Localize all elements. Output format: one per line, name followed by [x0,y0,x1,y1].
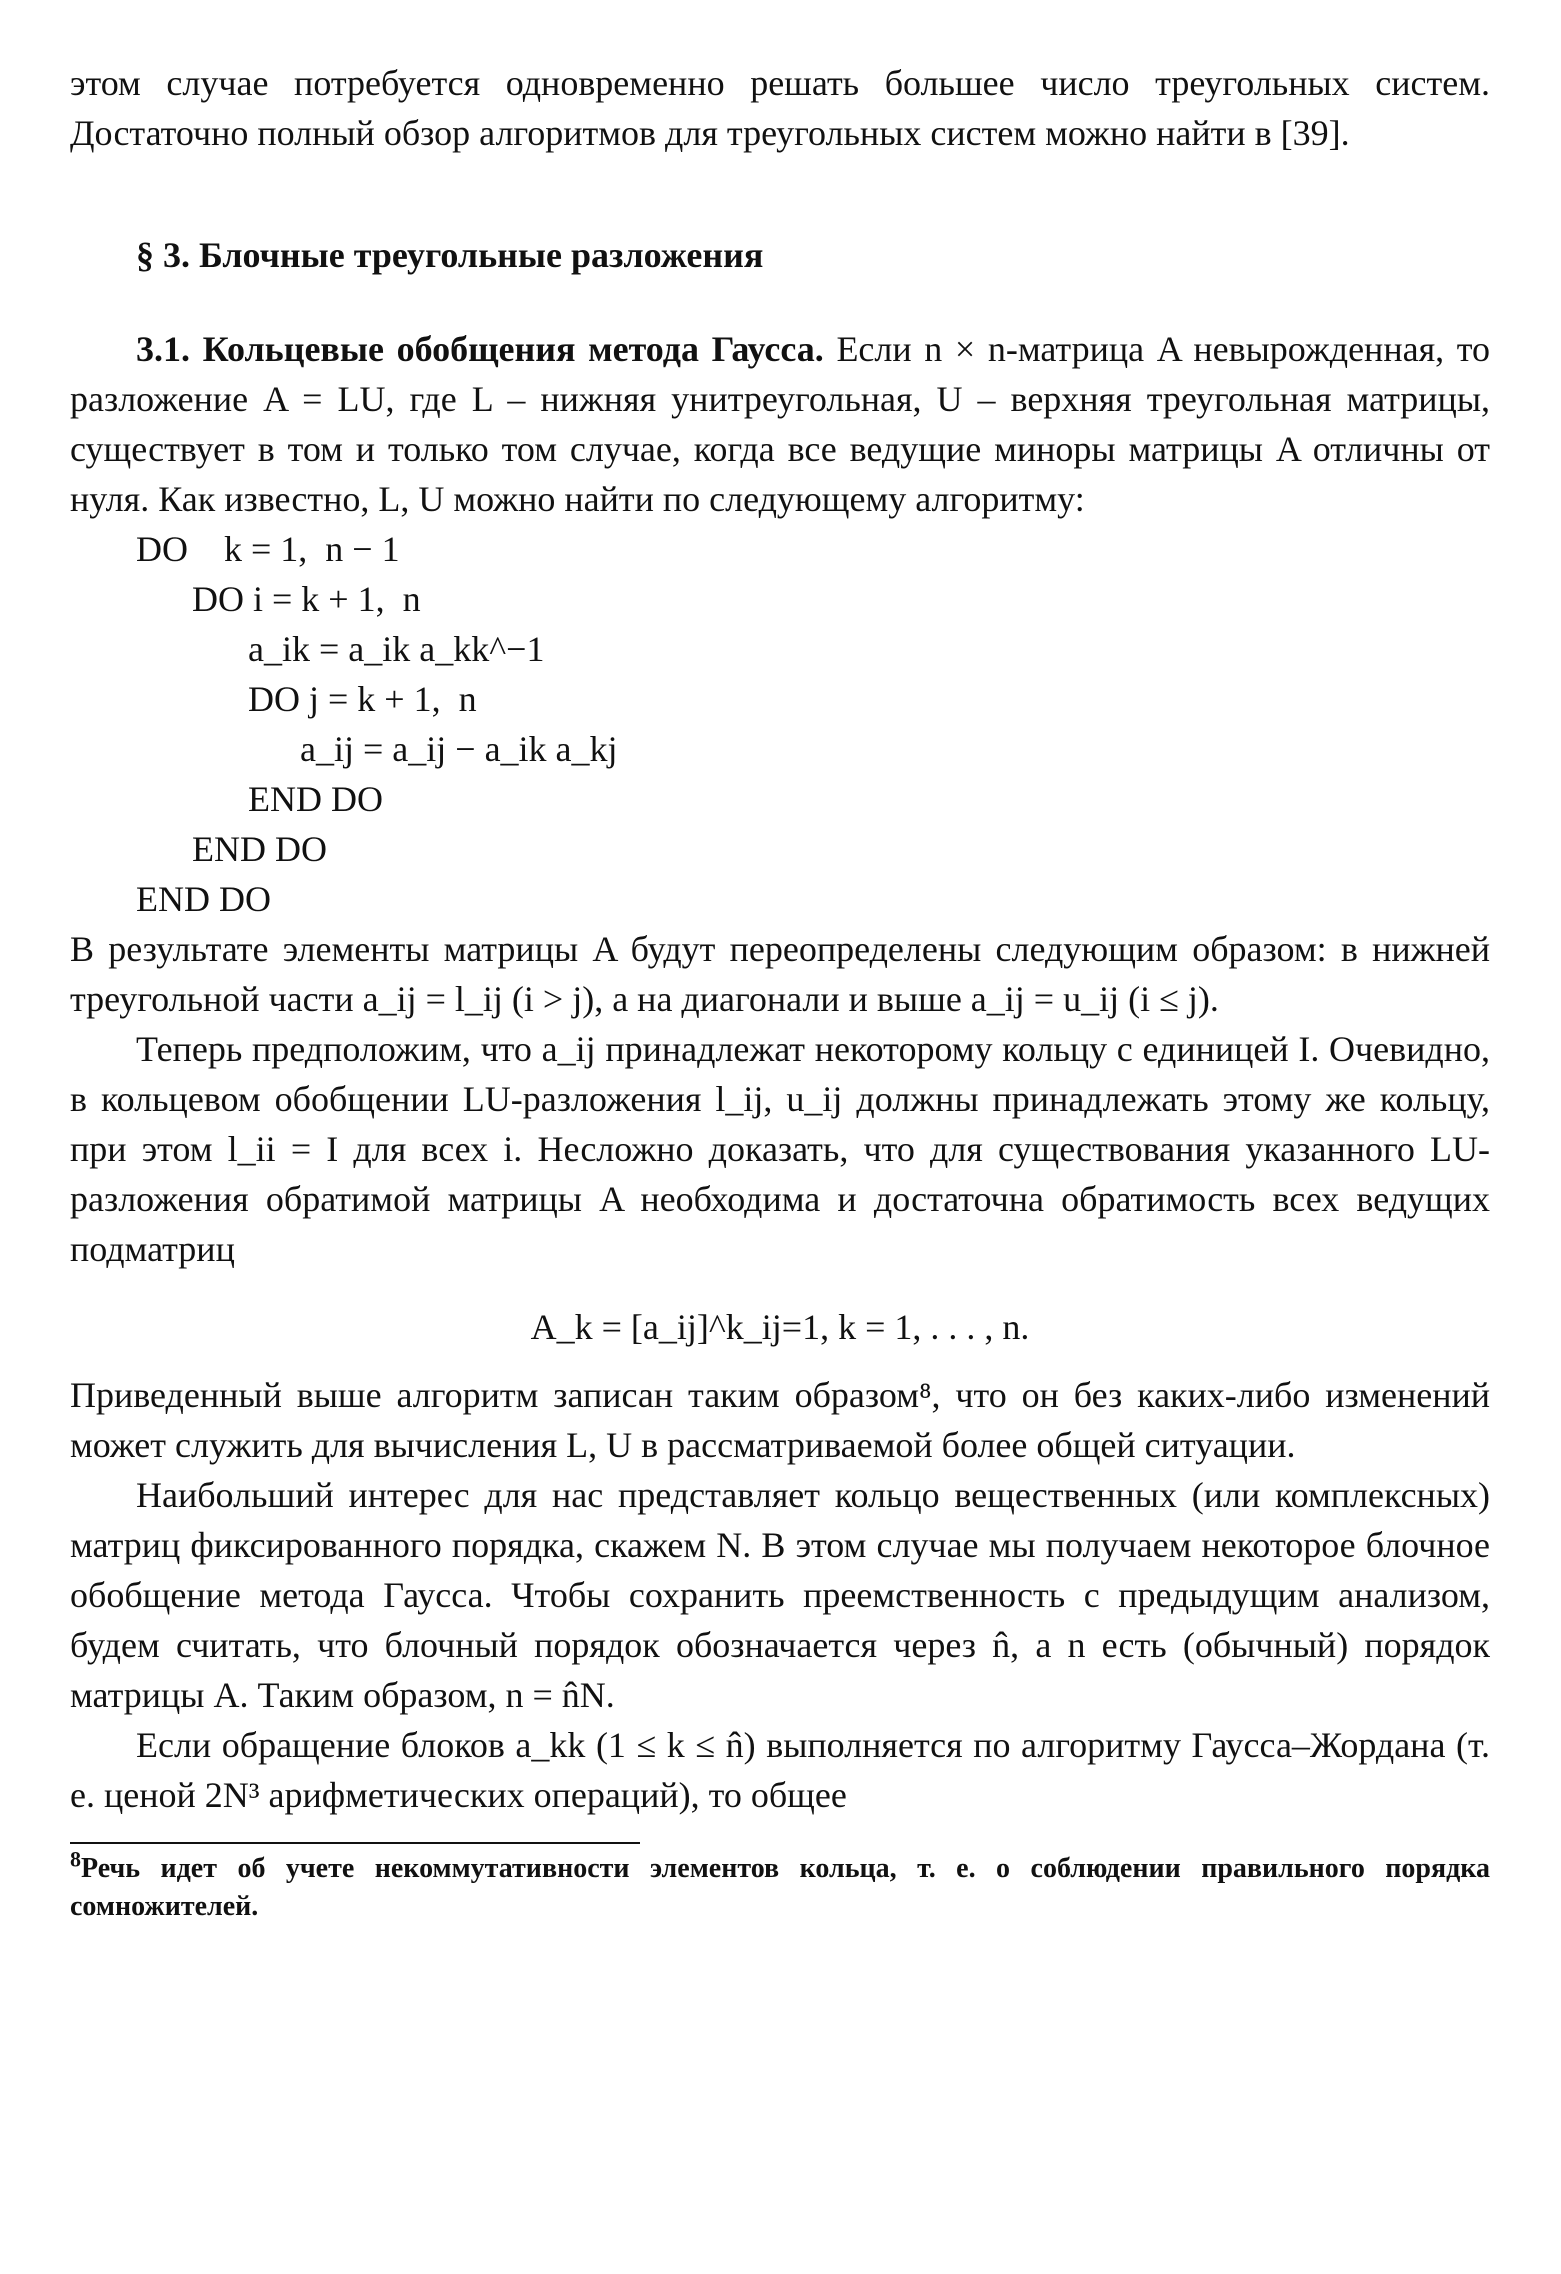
algorithm-line: END DO [192,829,327,869]
subsection-heading: 3.1. Кольцевые обобщения метода Гаусса. [136,329,824,369]
algorithm-line: a_ik = a_ik a_kk^−1 [248,629,545,669]
ring-paragraph: Теперь предположим, что a_ij принадлежат некоторому кольцу с единицей I. Очевидно, в кольцевом обобщении LU-разложения l_ij, u_ij должны принадлежать этому же кольцу, при этом l_ii = I для всех i. Несложно доказать, что для существования указанного LU-разложения обратимой матрицы A необходима и достаточна обратимость всех ведущих подматриц [70,1029,1490,1269]
algorithm-line: END DO [136,879,271,919]
formula-ak: A_k = [a_ij]^k_ij=1, k = 1, . . . , n. [530,1307,1030,1347]
subsection-text: Если n × n-матрица A невырожденная, то разложение A = LU, где L – нижняя унитреугольная, U – верхняя треугольная матрицы, существует в том и только том случае, когда все ведущие миноры матрицы A отличны от нуля. Как известно, L, U можно найти по следующему алгоритму: [70,329,1491,519]
page [70,58,1490,1926]
footnote-divider [70,1842,640,1844]
footnote-marker: 8 [70,1846,81,1872]
algorithm-line: a_ij = a_ij − a_ik a_kj [300,729,618,769]
intro-paragraph: этом случае потребуется одновременно решать большее число треугольных систем. Достаточно полный обзор алгоритмов для треугольных систем можно найти в [39]. [70,63,1490,153]
algorithm-note-paragraph: Приведенный выше алгоритм записан таким образом⁸, что он без каких-либо изменений может служить для вычисления L, U в рассматриваемой более общей ситуации. [70,1375,1490,1465]
algorithm-line: DO k = 1, n − 1 [136,529,400,569]
footnote [70,1846,1490,1926]
subsection-paragraph [70,324,1490,524]
matrix-ring-paragraph: Наибольший интерес для нас представляет кольцо вещественных (или комплексных) матриц фиксированного порядка, скажем N. В этом случае мы получаем некоторое блочное обобщение метода Гаусса. Чтобы сохранить преемственность с предыдущим анализом, будем считать, что блочный порядок обозначается через n̂, а n есть (обычный) порядок матрицы A. Таким образом, n = n̂N. [70,1475,1490,1715]
section-title: § 3. Блочные треугольные разложения [136,235,764,275]
result-paragraph: В результате элементы матрицы A будут переопределены следующим образом: в нижней треугольной части a_ij = l_ij (i > j), а на диагонали и выше a_ij = u_ij (i ≤ j). [70,929,1490,1019]
algorithm-line: END DO [248,779,383,819]
algorithm-line: DO i = k + 1, n [192,579,421,619]
algorithm-block [70,524,1490,924]
algorithm-line: DO j = k + 1, n [248,679,477,719]
footnote-text: Речь идет об учете некоммутативности элементов кольца, т. е. о соблюдении правильного порядка сомножителей. [70,1853,1490,1922]
gauss-jordan-paragraph: Если обращение блоков a_kk (1 ≤ k ≤ n̂) выполняется по алгоритму Гаусса–Жордана (т. е. ценой 2N³ арифметических операций), то общее [70,1725,1490,1815]
